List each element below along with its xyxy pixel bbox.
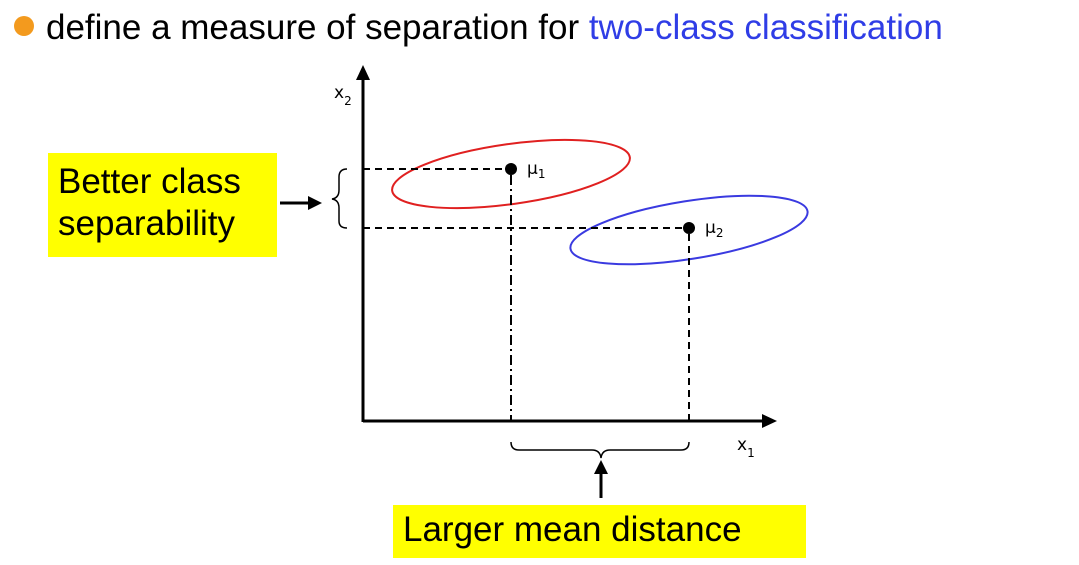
- callout-left-line2: separability: [58, 204, 236, 243]
- callout-left-line1: Better class: [58, 162, 241, 201]
- callout-bottom-text: Larger mean distance: [403, 510, 742, 549]
- larger-mean-distance-callout: [393, 505, 806, 558]
- y-axis-arrowhead-icon: [356, 65, 370, 80]
- left-callout-arrowhead-icon: [308, 196, 322, 210]
- x-axis-label: $x_1$: [737, 435, 755, 460]
- bottom-callout-arrowhead-icon: [594, 460, 608, 474]
- mu2-label: $\mu_2$: [705, 218, 724, 240]
- bullet-text-main: define a measure of separation for: [46, 8, 589, 47]
- mu2-point: [683, 222, 695, 234]
- better-separability-callout: [48, 153, 277, 257]
- bullet-text-highlight: two-class classification: [588, 8, 943, 47]
- horizontal-brace: [511, 442, 689, 458]
- mu1-label: $\mu_1$: [527, 159, 546, 181]
- y-axis-label: $x_2$: [334, 83, 352, 108]
- x-axis-arrowhead-icon: [762, 414, 777, 428]
- mu1-point: [505, 163, 517, 175]
- vertical-brace: [332, 169, 347, 228]
